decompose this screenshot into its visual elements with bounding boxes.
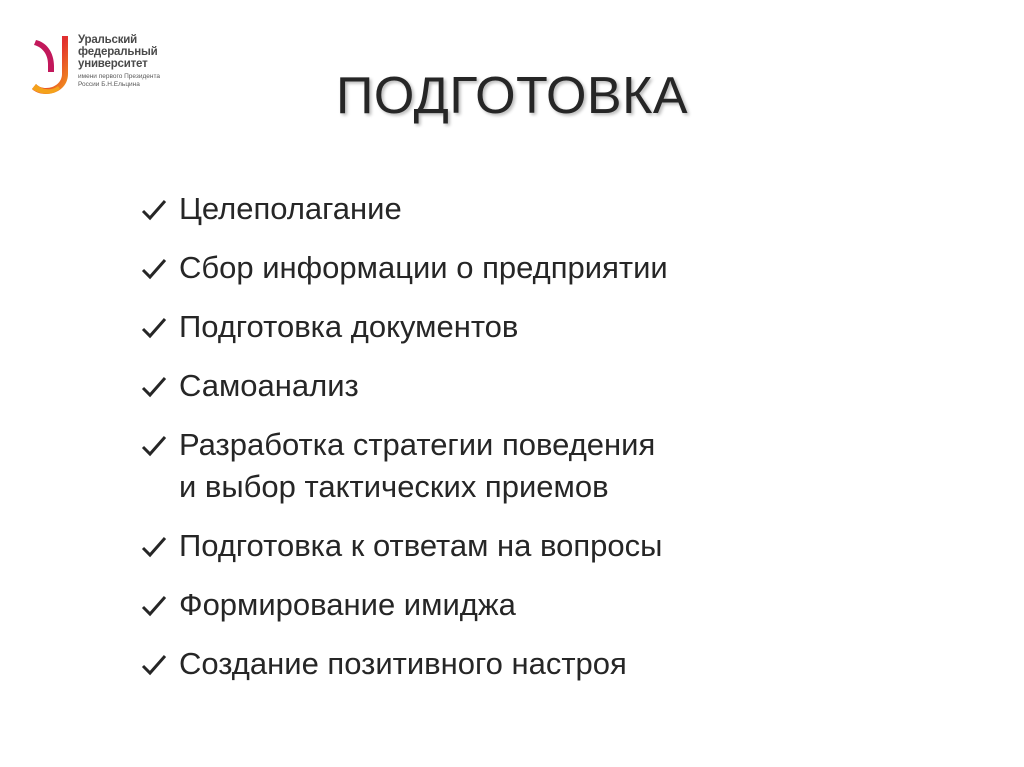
checkmark-icon [141, 434, 167, 458]
bullet-text-line: Разработка стратегии поведения [179, 427, 656, 462]
checkmark-icon [141, 316, 167, 340]
checkmark-icon [141, 375, 167, 399]
bullet-item [135, 525, 895, 567]
bullet-item [135, 247, 895, 289]
checkmark-icon [141, 653, 167, 677]
checkmark-icon [141, 257, 167, 281]
logo-name-line: федеральный [78, 46, 158, 58]
bullet-item [135, 424, 895, 508]
bullet-text: Сбор информации о предприятии [179, 250, 668, 285]
checkmark-icon [141, 198, 167, 222]
bullet-text-line: и выбор тактических приемов [179, 469, 609, 504]
bullet-text: Подготовка к ответам на вопросы [179, 528, 663, 563]
bullet-text: Создание позитивного настроя [179, 646, 627, 681]
checkmark-icon [141, 594, 167, 618]
bullet-item [135, 306, 895, 348]
bullet-text: Подготовка документов [179, 309, 519, 344]
bullet-item [135, 365, 895, 407]
bullet-item [135, 643, 895, 685]
slide-title: ПОДГОТОВКА [335, 67, 689, 125]
bullet-text [179, 424, 655, 508]
logo-name-line: университет [78, 58, 148, 70]
bullet-item [135, 584, 895, 626]
logo-subtitle-line: России Б.Н.Ельцина [78, 80, 140, 88]
logo-subtitle-line: имени первого Президента [78, 73, 161, 80]
bullet-item [135, 188, 895, 230]
bullet-list [135, 188, 895, 702]
checkmark-icon [141, 535, 167, 559]
bullet-text: Самоанализ [179, 368, 359, 403]
logo-name-line: Уральский [78, 34, 138, 46]
bullet-text: Целеполагание [179, 191, 402, 226]
bullet-text: Формирование имиджа [179, 587, 516, 622]
